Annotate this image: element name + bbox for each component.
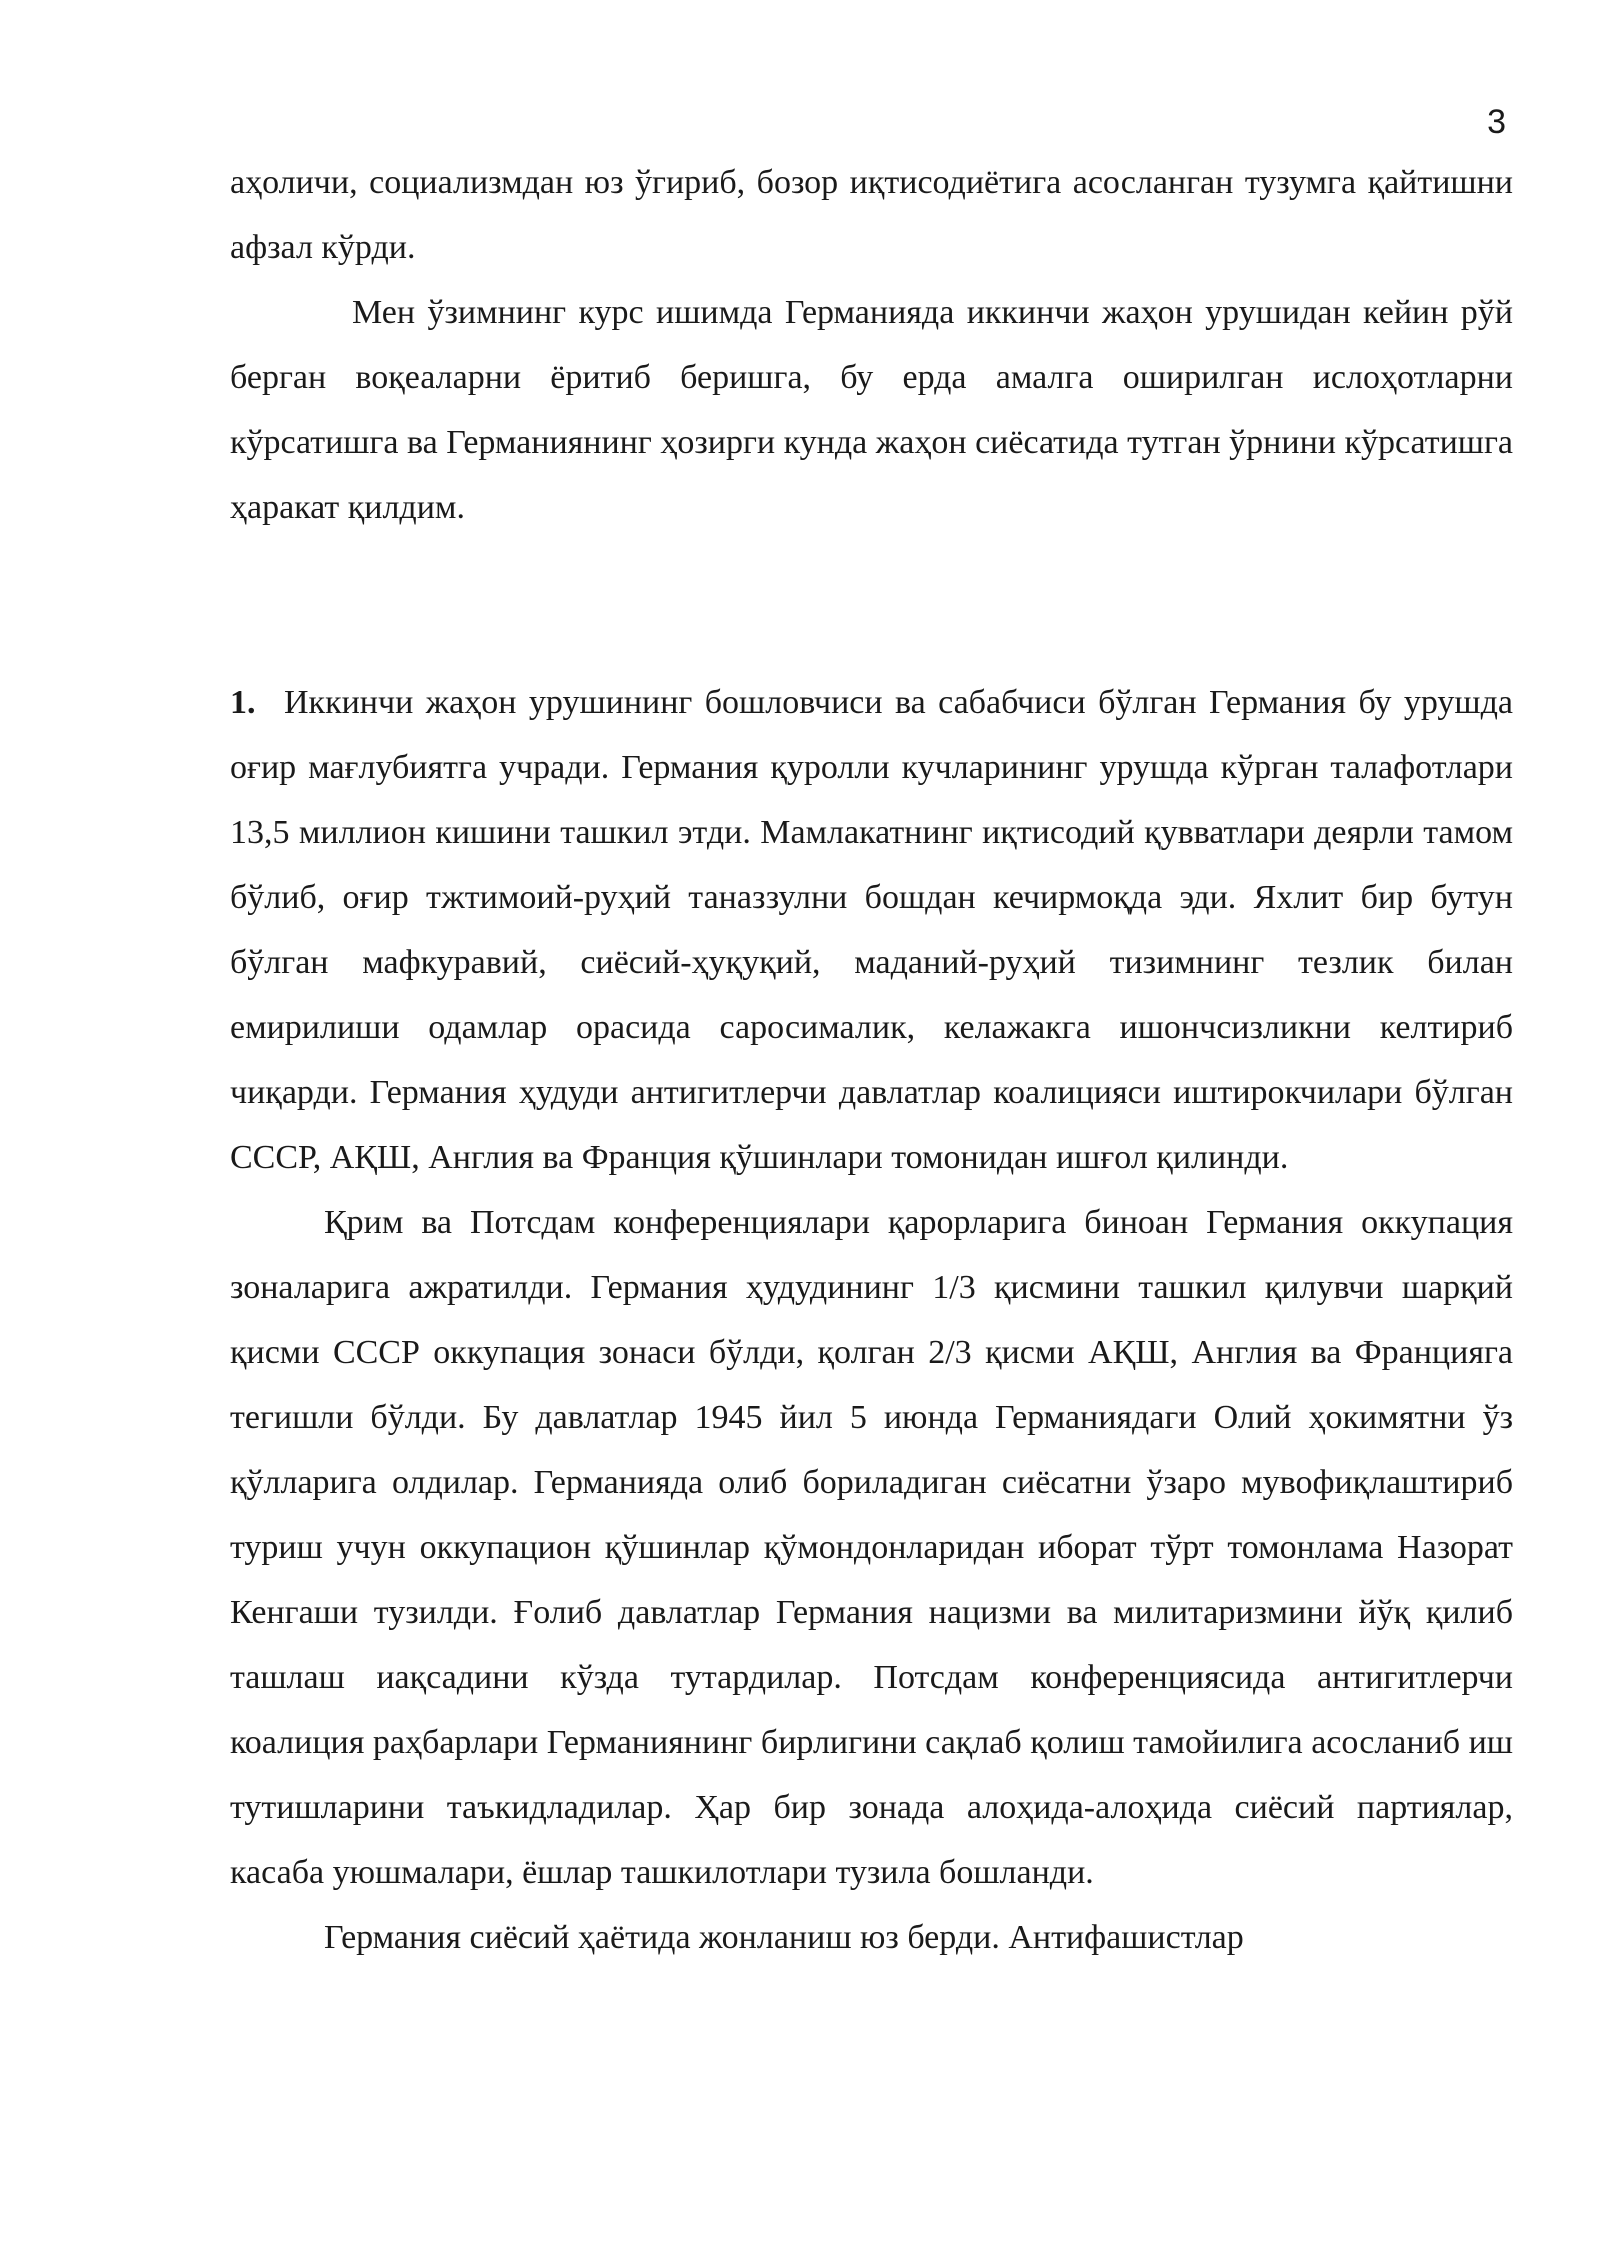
section-number: 1. [230, 684, 256, 721]
section-1-opening-text: Иккинчи жаҳон урушининг бошловчиси ва сабабчиси бўлган Германия бу урушда оғир мағлубиятга учради. Германия қуролли кучларининг урушда кўрган талафотлари 13,5 миллион кишини ташкил этди. Мамлакатнинг иқтисодий қувватлари деярли тамом бўлиб, оғир тжтимоий-руҳий таназзулни бошдан кечирмоқда эди. Яхлит бир бутун бўлган мафкуравий, сиёсий-ҳуқуқий, маданий-руҳий тизимнинг тезлик билан емирилиши одамлар орасида саросималик, келажакга ишончсизликни келтириб чиқарди. Германия ҳудуди антигитлерчи давлатлар коалицияси иштирокчилари бўлган СССР, АҚШ, Англия ва Франция қўшинлари томонидан ишғол қилинди. [230, 684, 1513, 1176]
page-number: 3 [1487, 103, 1506, 141]
paragraph-occupation-zones: Қрим ва Потсдам конференциялари қарорларига биноан Германия оккупация зоналарига ажратилди. Германия ҳудудининг 1/3 қисмини ташкил қилувчи шарқий қисми СССР оккупация зонаси бўлди, қолган 2/3 қисми АҚШ, Англия ва Францияга тегишли бўлди. Бу давлатлар 1945 йил 5 июнда Германиядаги Олий ҳокимятни ўз қўлларига олдилар. Германияда олиб бориладиган сиёсатни ўзаро мувофиқлаштириб туриш учун оккупацион қўшинлар қўмондонларидан иборат тўрт томонлама Назорат Кенгаши тузилди. Ғолиб давлатлар Германия нацизми ва милитаризмини йўқ қилиб ташлаш иақсадини кўзда тутардилар. Потсдам конференциясида антигитлерчи коалиция раҳбарлари Германиянинг бирлигини сақлаб қолиш тамойилига асосланиб иш тутишларини таъкидладилар. Ҳар бир зонада алоҳида-алоҳида сиёсий партиялар, касаба уюшмалари, ёшлар ташкилотлари тузила бошланди. [230, 1204, 1513, 1891]
document-body [230, 150, 1513, 1970]
section-spacer [230, 540, 1513, 670]
paragraph-section-1-opening [230, 670, 1513, 1190]
paragraph-course-work-goal: Мен ўзимнинг курс ишимда Германияда иккинчи жаҳон урушидан кейин рўй берган воқеаларни ёритиб беришга, бу ерда амалга оширилган ислоҳотларни кўрсатишга ва Германиянинг ҳозирги кунда жаҳон сиёсатида тутган ўрнини кўрсатишга ҳаракат қилдим. [230, 294, 1513, 526]
paragraph-political-revival: Германия сиёсий ҳаётида жонланиш юз берди. Антифашистлар [324, 1919, 1244, 1956]
paragraph-intro-continuation: аҳоличи, социализмдан юз ўгириб, бозор иқтисодиётига асосланган тузумга қайтишни афзал кўрди. [230, 164, 1513, 266]
